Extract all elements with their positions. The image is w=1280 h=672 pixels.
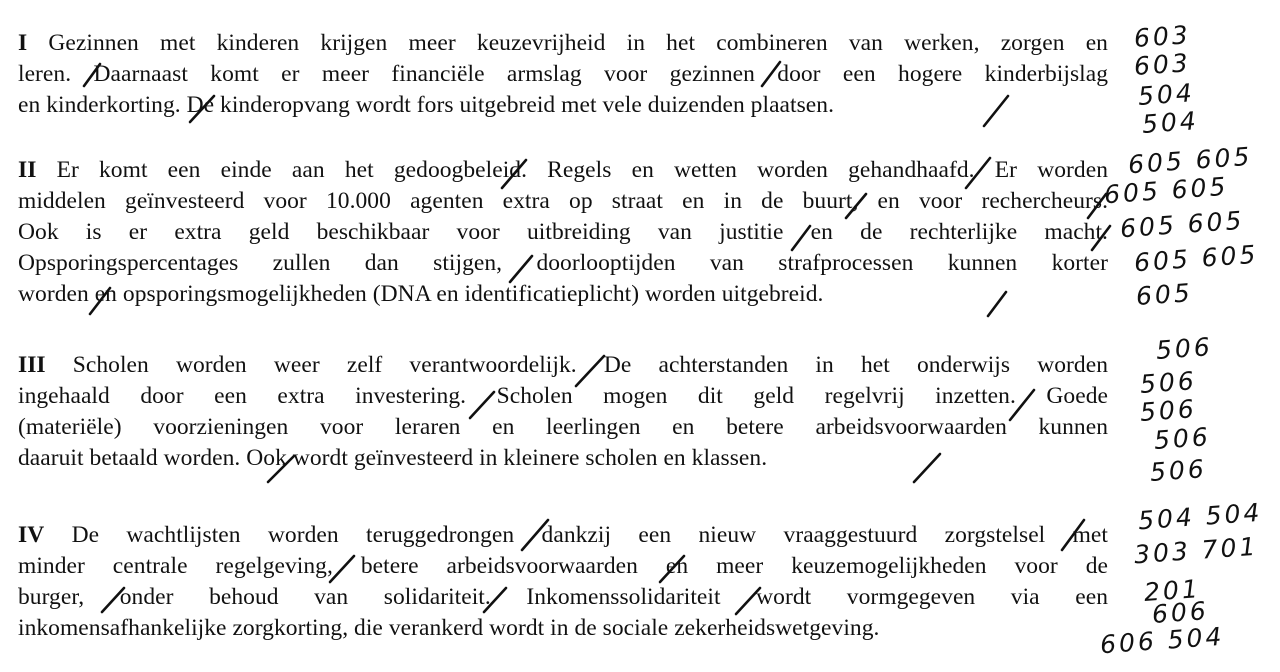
section-numeral: IV bbox=[18, 522, 45, 548]
margin-code: 603 bbox=[1133, 20, 1192, 53]
line-text: (materiële) voorzieningen voor leraren en leerlingen en betere arbeidsvoorwaarden kunnen bbox=[18, 414, 1108, 440]
line-text: Gezinnen met kinderen krijgen meer keuzevrijheid in het combineren van werken, zorgen en bbox=[48, 30, 1108, 56]
section-numeral: I bbox=[18, 30, 28, 56]
slash-mark bbox=[522, 520, 548, 550]
slash-mark bbox=[762, 62, 780, 86]
line-text: Scholen worden weer zelf verantwoordelijk. De achterstanden in het onderwijs worden bbox=[72, 352, 1109, 378]
section-numeral: II bbox=[18, 157, 37, 183]
margin-code: 606 504 bbox=[1099, 621, 1226, 660]
slash-mark bbox=[84, 64, 100, 86]
margin-code: 506 bbox=[1139, 366, 1198, 399]
margin-code: 504 bbox=[1141, 106, 1200, 139]
line-text: ingehaald door een extra investering. Scholen mogen dit geld regelvrij inzetten. Goede bbox=[18, 383, 1108, 409]
line-text: De wachtlijsten worden teruggedrongen dankzij een nieuw vraaggestuurd zorgstelsel met bbox=[71, 522, 1108, 548]
slash-mark bbox=[792, 226, 810, 250]
line-text: burger, onder behoud van solidariteit. Inkomenssolidariteit wordt vormgegeven via een bbox=[18, 584, 1108, 610]
line-text: Er komt een einde aan het gedoogbeleid. Regels en wetten worden gehandhaafd. Er worden bbox=[56, 157, 1108, 183]
line-text: inkomensafhankelijke zorgkorting, die verankerd wordt in de sociale zekerheidswetgeving. bbox=[18, 615, 880, 641]
margin-code: 506 bbox=[1153, 422, 1212, 455]
margin-code: 603 bbox=[1133, 48, 1192, 81]
slash-mark bbox=[330, 556, 354, 582]
margin-code: 504 bbox=[1137, 78, 1196, 111]
slash-mark bbox=[914, 454, 940, 482]
slash-mark bbox=[660, 556, 684, 582]
line-text: leren. Daarnaast komt er meer financiële armslag voor gezinnen door een hogere kinderbijslag bbox=[18, 61, 1108, 87]
line-text: en kinderkorting. De kinderopvang wordt fors uitgebreid met vele duizenden plaatsen. bbox=[18, 92, 835, 118]
slash-mark bbox=[190, 96, 214, 122]
line-text: daaruit betaald worden. Ook wordt geïnvesteerd in kleinere scholen en klassen. bbox=[18, 445, 768, 471]
slash-mark bbox=[1092, 226, 1110, 250]
margin-code: 506 bbox=[1149, 454, 1208, 487]
margin-code: 605 605 bbox=[1103, 171, 1230, 210]
slash-mark bbox=[736, 588, 760, 614]
slash-mark bbox=[502, 160, 526, 188]
slash-mark bbox=[576, 356, 604, 386]
margin-code: 605 605 bbox=[1127, 141, 1254, 180]
slash-mark bbox=[510, 256, 532, 282]
margin-code: 506 bbox=[1139, 394, 1198, 427]
slash-mark bbox=[966, 158, 990, 188]
slash-mark bbox=[1062, 520, 1084, 550]
margin-code: 506 bbox=[1155, 332, 1214, 365]
line-text: Opsporingspercentages zullen dan stijgen, doorlooptijden van strafprocessen kunnen korter bbox=[18, 250, 1108, 276]
margin-code: 504 504 bbox=[1137, 497, 1264, 536]
line-text: middelen geïnvesteerd voor 10.000 agenten extra op straat en in de buurt, en voor rechercheurs. bbox=[18, 188, 1108, 214]
line-text: minder centrale regelgeving, betere arbeidsvoorwaarden en meer keuzemogelijkheden voor de bbox=[18, 553, 1108, 579]
slash-mark bbox=[984, 96, 1008, 126]
line-text: worden en opsporingsmogelijkheden (DNA en identificatieplicht) worden uitgebreid. bbox=[18, 281, 824, 307]
line-text: Ook is er extra geld beschikbaar voor uitbreiding van justitie en de rechterlijke macht. bbox=[18, 219, 1108, 245]
slash-mark bbox=[1088, 194, 1106, 218]
slash-mark bbox=[90, 288, 110, 314]
slash-mark bbox=[102, 588, 124, 612]
slash-mark bbox=[846, 194, 866, 218]
margin-code: 201 bbox=[1143, 574, 1202, 607]
margin-code: 605 605 bbox=[1119, 205, 1246, 244]
margin-code: 605 bbox=[1135, 278, 1194, 311]
slash-mark bbox=[268, 456, 294, 482]
slash-mark bbox=[470, 392, 494, 418]
margin-code: 606 bbox=[1151, 596, 1210, 629]
margin-code: 303 701 bbox=[1133, 531, 1260, 570]
margin-code: 605 605 bbox=[1133, 239, 1260, 278]
section-numeral: III bbox=[18, 352, 46, 378]
slash-mark bbox=[988, 292, 1006, 316]
slash-mark bbox=[484, 588, 506, 612]
slash-mark bbox=[1010, 390, 1034, 420]
